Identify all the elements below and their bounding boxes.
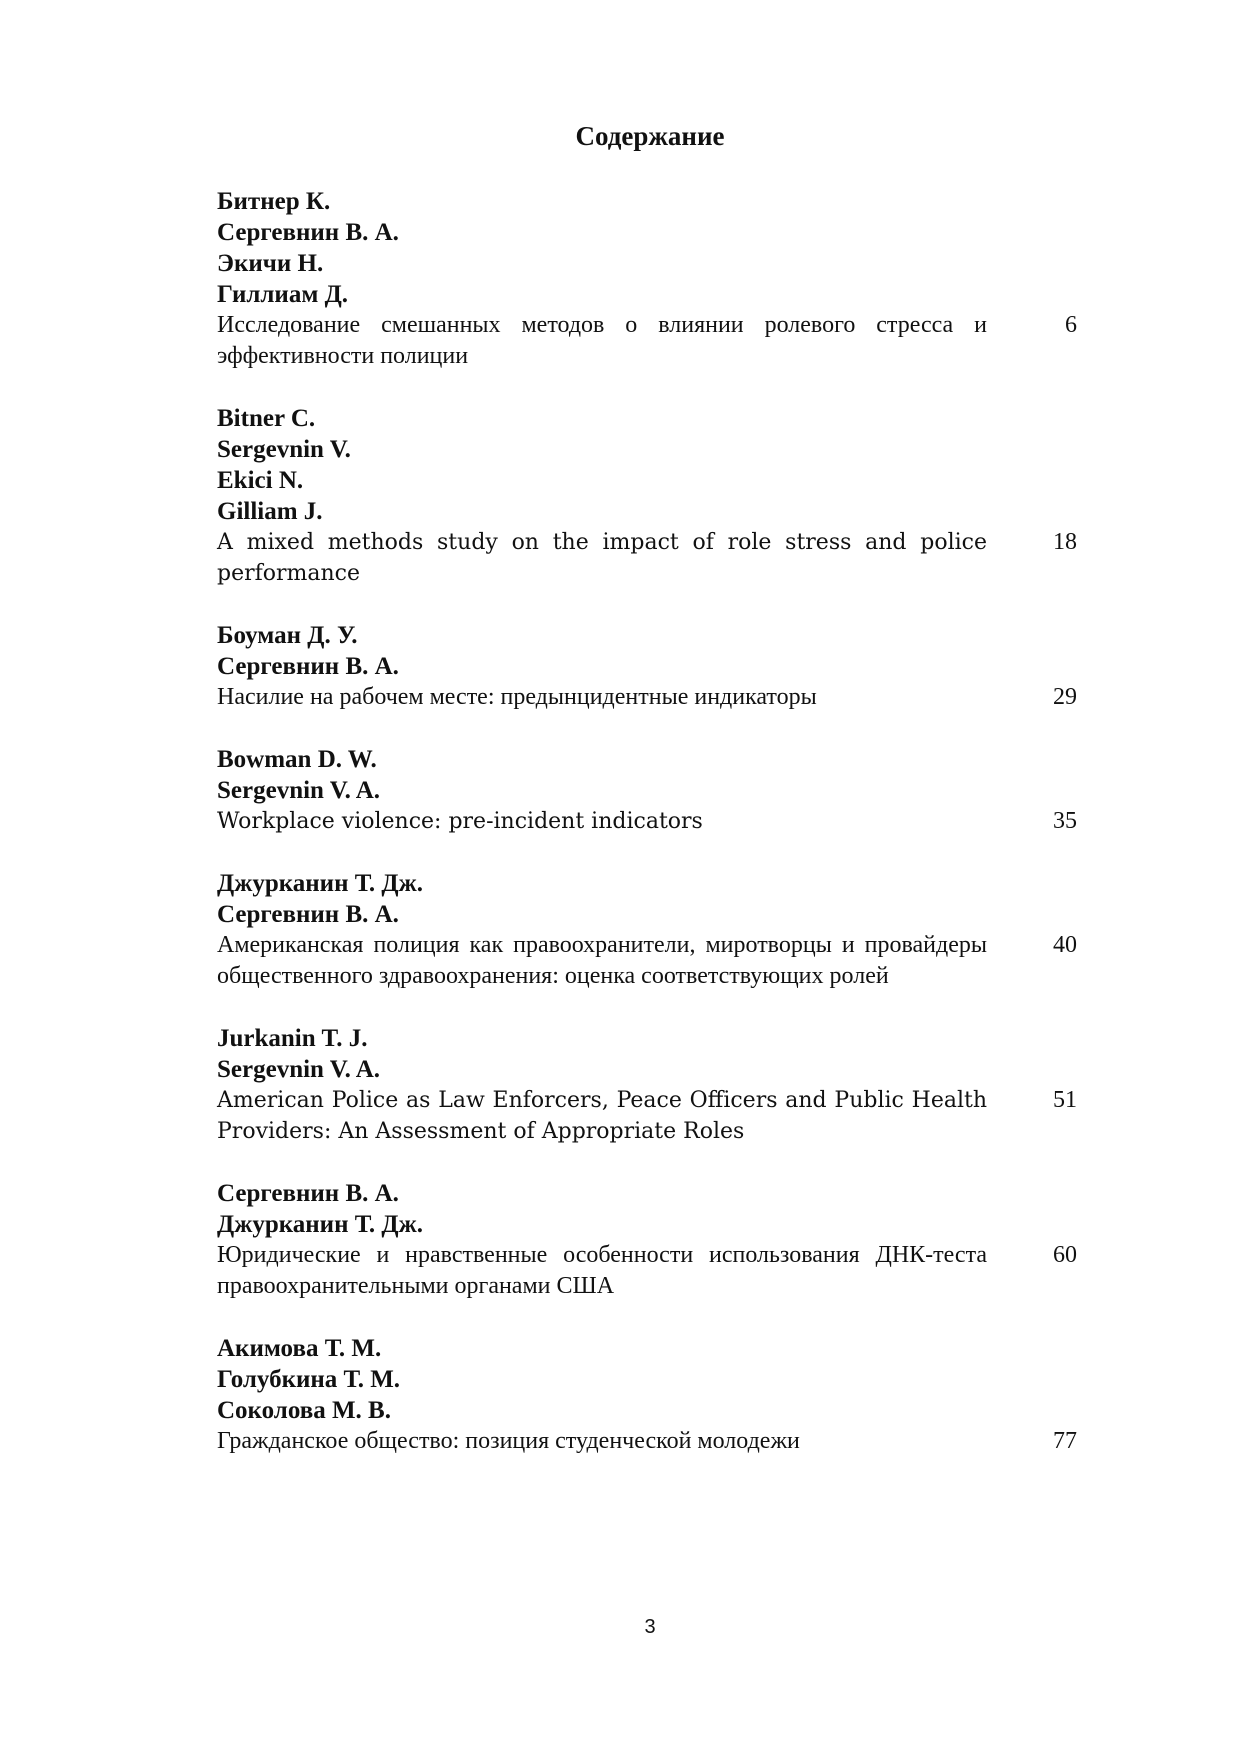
article-title: Американская полиция как правоохранители, миротворцы и провайдеры общественного здравоохранения: оценка соответствующих ролей xyxy=(217,932,987,989)
footer-page-number: 3 xyxy=(644,1616,656,1638)
toc-entry xyxy=(217,1023,1077,1147)
page-number: 40 xyxy=(1053,932,1077,958)
author-name: Sergevnin V. A. xyxy=(217,777,381,804)
toc-entry-row xyxy=(217,310,1077,372)
author-name: Sergevnin V. xyxy=(217,436,351,463)
author-name: Битнер К. xyxy=(217,188,331,215)
toc-entry xyxy=(217,744,1077,837)
toc-entry xyxy=(217,868,1077,992)
article-title: Workplace violence: pre-incident indicators xyxy=(217,809,703,834)
author-name: Боуман Д. У. xyxy=(217,622,358,649)
author-name: Гиллиам Д. xyxy=(217,281,349,308)
toc-entry-row xyxy=(217,1426,1077,1457)
author-name: Голубкина Т. М. xyxy=(217,1366,401,1393)
author-name: Сергевнин В. А. xyxy=(217,901,399,928)
page-number: 77 xyxy=(1053,1428,1077,1454)
table-of-contents xyxy=(217,186,1077,1488)
toc-entry-row xyxy=(217,806,1077,837)
author-name: Акимова Т. М. xyxy=(217,1335,382,1362)
author-name: Экичи Н. xyxy=(217,250,324,277)
toc-entry-row xyxy=(217,930,1077,992)
page-number: 29 xyxy=(1053,684,1077,710)
page-number: 18 xyxy=(1053,529,1077,555)
toc-entry-row xyxy=(217,682,1077,713)
article-title: A mixed methods study on the impact of role stress and police performance xyxy=(217,530,987,586)
page-number: 51 xyxy=(1053,1087,1077,1113)
author-name: Bitner C. xyxy=(217,405,316,432)
author-name: Соколова М. В. xyxy=(217,1397,391,1424)
page-number: 60 xyxy=(1053,1242,1077,1268)
toc-entry-row xyxy=(217,1240,1077,1302)
page-title: Содержание xyxy=(575,121,725,151)
toc-entry xyxy=(217,403,1077,589)
author-name: Сергевнин В. А. xyxy=(217,653,399,680)
author-name: Sergevnin V. A. xyxy=(217,1056,381,1083)
author-name: Bowman D. W. xyxy=(217,746,377,773)
author-name: Джурканин Т. Дж. xyxy=(217,1211,423,1238)
author-name: Jurkanin T. J. xyxy=(217,1025,368,1052)
article-title: Насилие на рабочем месте: предынцидентные индикаторы xyxy=(217,684,817,710)
author-name: Gilliam J. xyxy=(217,498,323,525)
toc-entry xyxy=(217,620,1077,713)
article-title: Юридические и нравственные особенности использования ДНК-теста правоохранительными органами США xyxy=(217,1242,987,1299)
author-name: Сергевнин В. А. xyxy=(217,1180,399,1207)
toc-entry xyxy=(217,186,1077,372)
toc-entry xyxy=(217,1178,1077,1302)
toc-entry-row xyxy=(217,1085,1077,1147)
article-title: Исследование смешанных методов о влиянии ролевого стресса и эффективности полиции xyxy=(217,312,987,369)
article-title: Гражданское общество: позиция студенческой молодежи xyxy=(217,1428,800,1454)
toc-entry-row xyxy=(217,527,1077,589)
author-name: Сергевнин В. А. xyxy=(217,219,399,246)
toc-entry xyxy=(217,1333,1077,1457)
article-title: American Police as Law Enforcers, Peace Officers and Public Health Providers: An Assessment of Appropriate Roles xyxy=(217,1088,987,1144)
author-name: Джурканин Т. Дж. xyxy=(217,870,423,897)
page-number: 6 xyxy=(1065,312,1077,338)
author-name: Ekici N. xyxy=(217,467,304,494)
page-number: 35 xyxy=(1053,808,1077,834)
